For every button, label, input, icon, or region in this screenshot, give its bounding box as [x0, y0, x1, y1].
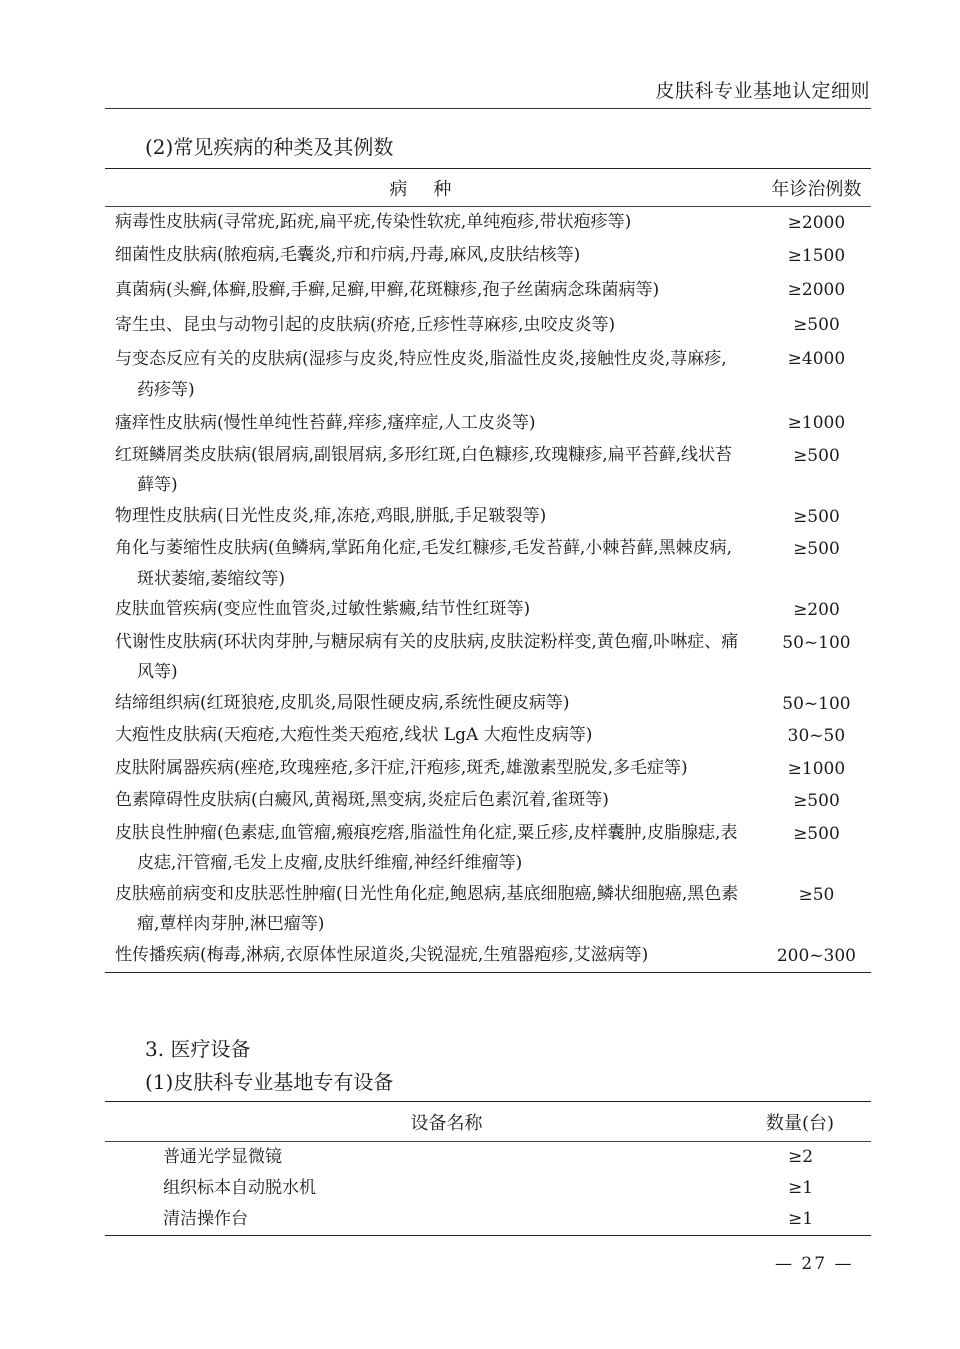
table-row: [105, 818, 871, 879]
table-row: [105, 753, 871, 786]
annual-case-count: ≥1000: [787, 413, 846, 433]
annual-case-count: 50~100: [782, 693, 851, 714]
annual-case-count: ≥500: [793, 445, 840, 466]
annual-case-count: ≥500: [793, 539, 840, 559]
table-row: [105, 1204, 871, 1236]
annual-case-count: ≥50: [798, 884, 835, 905]
disease-name: 皮肤癌前病变和皮肤恶性肿瘤(日光性角化症,鲍恩病,基底细胞癌,鳞状细胞癌,黑色素瘤,蕈样肉芽肿,淋巴瘤等): [115, 883, 739, 934]
annual-case-count: ≥4000: [787, 349, 846, 369]
disease-name: 细菌性皮肤病(脓疱病,毛囊炎,疖和疖病,丹毒,麻风,皮肤结核等): [115, 244, 581, 265]
disease-name: 瘙痒性皮肤病(慢性单纯性苔藓,痒疹,瘙痒症,人工皮炎等): [115, 413, 536, 433]
table-row: [105, 594, 871, 627]
equipment-quantity: ≥2: [787, 1147, 814, 1167]
disease-section-heading: (2)常见疾病的种类及其例数: [145, 135, 394, 159]
table-row: [105, 720, 871, 753]
equipment-subsection-heading: (1)皮肤科专业基地专有设备: [145, 1070, 394, 1094]
annual-case-count: 30~50: [787, 726, 846, 746]
page-number: — 27 —: [775, 1254, 854, 1274]
disease-name: 性传播疾病(梅毒,淋病,衣原体性尿道炎,尖锐湿疣,生殖器疱疹,艾滋病等): [115, 944, 649, 965]
equipment-table-header-row: [105, 1102, 871, 1142]
table-row: [105, 1173, 871, 1204]
table-row: [105, 341, 871, 405]
table-row: [105, 627, 871, 688]
table-row: [105, 785, 871, 818]
header-divider: [105, 108, 871, 109]
disease-name: 与变态反应有关的皮肤病(湿疹与皮炎,特应性皮炎,脂溢性皮炎,接触性皮炎,荨麻疹,药疹等): [115, 349, 727, 400]
equipment-table: [105, 1101, 871, 1236]
annual-case-count: ≥1000: [787, 758, 846, 779]
table-row: [105, 940, 871, 973]
annual-case-count: ≥500: [793, 791, 840, 811]
annual-case-count: 50~100: [782, 632, 851, 653]
disease-name: 色素障碍性皮肤病(白癜风,黄褐斑,黑变病,炎症后色素沉着,雀斑等): [115, 790, 609, 810]
table-row: [105, 501, 871, 534]
disease-name: 红斑鳞屑类皮肤病(银屑病,副银屑病,多形红斑,白色糠疹,玫瑰糠疹,扁平苔藓,线状苔藓等): [115, 444, 733, 495]
annual-case-count: ≥500: [793, 314, 840, 335]
disease-table: [105, 168, 871, 973]
equipment-name: 清洁操作台: [163, 1209, 248, 1229]
disease-name: 皮肤附属器疾病(痤疮,玫瑰痤疮,多汗症,汗疱疹,斑秃,雄激素型脱发,多毛症等): [115, 757, 688, 778]
disease-name: 角化与萎缩性皮肤病(鱼鳞病,掌跖角化症,毛发红糠疹,毛发苔藓,小棘苔藓,黑棘皮病,斑状萎缩,萎缩纹等): [115, 538, 733, 589]
annual-case-count: ≥1500: [787, 245, 846, 266]
disease-name: 物理性皮肤病(日光性皮炎,痱,冻疮,鸡眼,胼胝,手足皲裂等): [115, 505, 547, 526]
disease-name: 真菌病(头癣,体癣,股癣,手癣,足癣,甲癣,花斑糠疹,孢子丝菌病念珠菌病等): [115, 280, 660, 300]
table-row: [105, 307, 871, 342]
table-row: [105, 1142, 871, 1174]
disease-name: 皮肤良性肿瘤(色素痣,血管瘤,瘢痕疙瘩,脂溢性角化症,粟丘疹,皮样囊肿,皮脂腺痣,表皮痣,汗管瘤,毛发上皮瘤,皮肤纤维瘤,神经纤维瘤等): [115, 822, 738, 873]
annual-case-count: ≥2000: [787, 280, 846, 300]
disease-name: 结缔组织病(红斑狼疮,皮肌炎,局限性硬皮病,系统性硬皮病等): [115, 692, 570, 713]
column-header-annual-cases: 年诊治例数: [762, 169, 871, 207]
disease-name: 大疱性皮肤病(天疱疮,大疱性类天疱疮,线状 LgA 大疱性皮病等): [115, 725, 593, 745]
table-row: [105, 879, 871, 940]
column-header-disease: 病种: [105, 169, 762, 207]
table-row: [105, 440, 871, 501]
equipment-quantity: ≥1: [787, 1209, 814, 1229]
annual-case-count: 200~300: [776, 945, 856, 966]
running-header-title: 皮肤科专业基地认定细则: [655, 80, 870, 102]
table-row: [105, 207, 871, 240]
disease-name: 皮肤血管疾病(变应性血管炎,过敏性紫癜,结节性红斑等): [115, 599, 531, 619]
disease-name: 代谢性皮肤病(环状肉芽肿,与糖尿病有关的皮肤病,皮肤淀粉样变,黄色瘤,卟啉症、痛风等): [115, 631, 739, 682]
annual-case-count: ≥2000: [787, 213, 846, 233]
table-row: [105, 272, 871, 307]
annual-case-count: ≥500: [793, 823, 840, 844]
table-row: [105, 240, 871, 273]
disease-name: 寄生虫、昆虫与动物引起的皮肤病(疥疮,丘疹性荨麻疹,虫咬皮炎等): [115, 314, 616, 335]
disease-name: 病毒性皮肤病(寻常疣,跖疣,扁平疣,传染性软疣,单纯疱疹,带状疱疹等): [115, 212, 632, 232]
table-row: [105, 533, 871, 594]
column-header-quantity: 数量(台): [729, 1102, 871, 1142]
table-row: [105, 688, 871, 721]
equipment-name: 普通光学显微镜: [163, 1147, 282, 1167]
column-header-equipment-name: 设备名称: [105, 1102, 729, 1142]
table-row: [105, 405, 871, 440]
disease-table-header-row: [105, 169, 871, 207]
annual-case-count: ≥500: [793, 506, 840, 527]
equipment-name: 组织标本自动脱水机: [163, 1178, 316, 1198]
annual-case-count: ≥200: [793, 600, 840, 620]
equipment-section-heading: 3. 医疗设备: [145, 1037, 251, 1061]
equipment-quantity: ≥1: [787, 1178, 814, 1198]
